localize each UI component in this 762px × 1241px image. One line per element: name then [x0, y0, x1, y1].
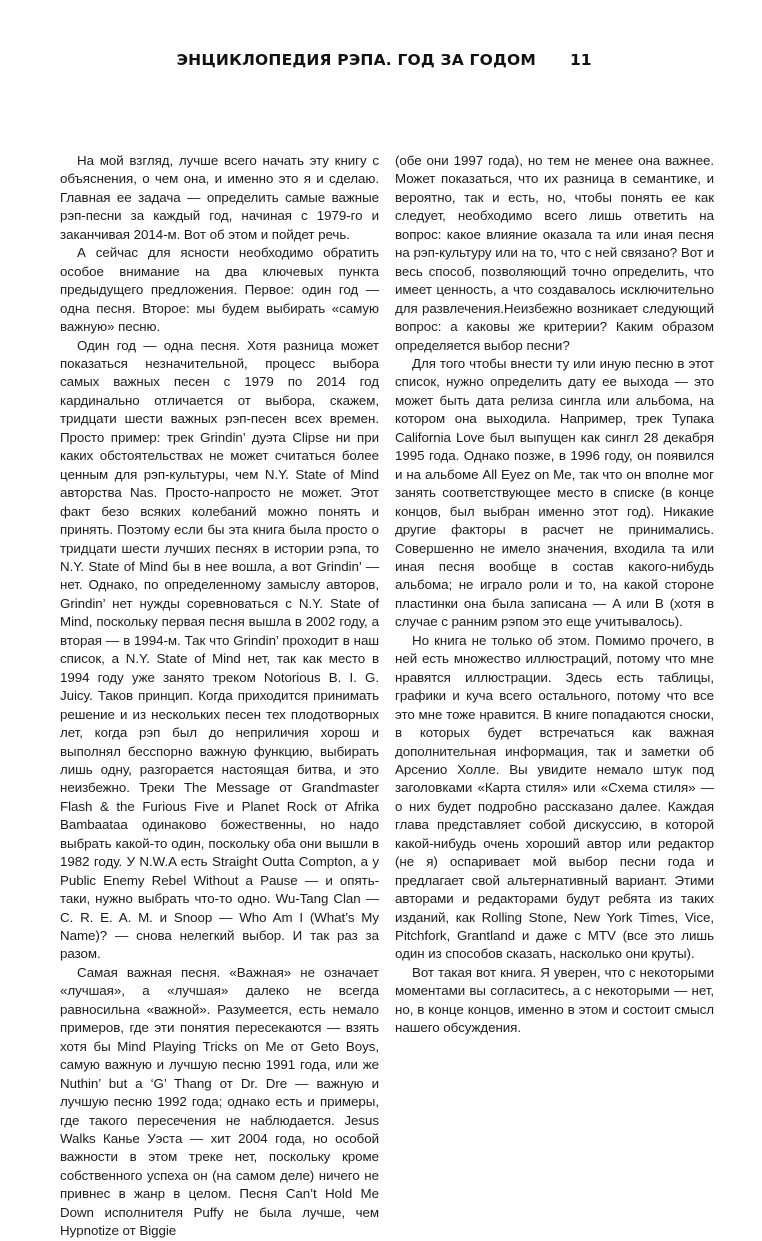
paragraph: А сейчас для ясности необходимо обратить особое внимание на два ключевых пункта предыдущего предложения. Первое: один год — одна песня. Второе: мы будем выбирать «самую важную» песню.	[60, 245, 379, 335]
paragraph: На мой взгляд, лучше всего начать эту книгу с объяснения, о чем она, и именно это я и сделаю. Главная ее задача — определить самые важные рэп-песни за каждый год, начиная с 1979-го и заканчивая 2014-м. Вот об этом и пойдет речь.	[60, 153, 379, 242]
left-column	[60, 152, 379, 1241]
paragraph: (обе они 1997 года), но тем не менее она важнее. Может показаться, что их разница в семантике, и вероятно, так и есть, но, чтобы понять ее как следует, необходимо всего лишь ответить на вопрос: какое влияние оказала та или иная песня на рэп-культуру или на то, что с ней связано? Вот и весь способ, позволяющий точно определить, что имеет ценность, а что создавалось исключительно для развлечения.Неизбежно возникает следующий вопрос: а каковы же критерии? Каким образом определяется выбор песни?	[395, 153, 714, 353]
running-title: ЭНЦИКЛОПЕДИЯ РЭПА. ГОД ЗА ГОДОМ	[176, 51, 536, 69]
paragraph: Вот такая вот книга. Я уверен, что с некоторыми моментами вы согласитесь, а с некоторыми — нет, но, в конце концов, именно в этом и состоит смысл нашего обсуждения.	[395, 964, 714, 1036]
paragraph: Для того чтобы внести ту или иную песню в этот список, нужно определить дату ее выхода — это может быть дата релиза сингла или альбома, на котором она выходила. Например, трек Тупака California Love был выпущен как сингл 28 декабря 1995 года. Однако позже, в 1996 году, он появился и на альбоме All Eyez on Me, так что он вполне мог занять соответствующее место в списке (в конце концов, был выбран именно этот год). Никакие другие факторы в расчет не принимались. Совершенно не имело значения, входила та или иная песня вообще в состав какого-нибудь альбома; не играло роли и то, на какой стороне пластинки она была записана — A или B (хотя в случае с ранним рэпом это еще учитывалось).	[395, 355, 714, 630]
paragraph: Один год — одна песня. Хотя разница может показаться незначительной, процесс выбора самых важных песен с 1979 по 2014 год кардинально отличается от выбора, скажем, тридцати шести важных рэп-песен всех времен. Просто пример: трек Grindin’ дуэта Clipse ни при каких обстоятельствах не может считаться более ценным для рэп-культуры, чем N.Y. State of Mind авторства Nas. Просто-напросто не может. Этот факт безо всяких колебаний можно понять и принять. Поэтому если бы эта книга была просто о тридцати шести лучших песнях в истории рэпа, то N.Y. State of Mind бы в нее вошла, а вот Grindin’ — нет. Однако, по определенному замыслу авторов, Grindin’ нет нужды соревноваться с N.Y. State of Mind, поскольку первая песня вышла в 2002 году, а вторая — в 1994-м. Так что Grindin’ проходит в наш список, а N.Y. State of Mind нет, так как место в 1994 году уже занято треком Notorious B. I. G. Juicy. Таков принцип. Когда приходится принимать решение и из нескольких песен тех плодотворных лет, когда рэп был до неприличия хорош и выполнял бесспорно важную функцию, выбирать лишь одну, разгорается настоящая битва, и это неизбежно. Треки The Message от Grandmaster Flash & the Furious Five и Planet Rock от Afrika Bambaataa одинаково божественны, но надо выбрать какой-то один, поскольку оба они вышли в 1982 году. У N.W.A есть Straight Outta Compton, а у Public Enemy Rebel Without a Pause — и опять-таки, нужно выбрать что-то одно. Wu-Tang Clan — C. R. E. A. M. и Snoop — Who Am I (What’s My Name)? — снова нелегкий выбор. И так раз за разом.	[60, 337, 379, 962]
right-column	[395, 152, 714, 1038]
page-header	[0, 47, 762, 73]
paragraph: Самая важная песня. «Важная» не означает «лучшая», а «лучшая» далеко не всегда равносильна «важной». Разумеется, есть немало примеров, где эти понятия пересекаются — взять хотя бы Mind Playing Tricks on Me от Geto Boys, самую важную и лучшую песню 1991 года, или же Nuthin’ but a ‘G’ Thang от Dr. Dre — важную и лучшую песню 1992 года; однако есть и примеры, где такого пересечения не наблюдается. Jesus Walks Канье Уэста — хит 2004 года, но особой важности в этом треке нет, поскольку кроме собственного успеха он (на самом деле) ничего не привнес в жанр в целом. Песня Can’t Hold Me Down исполнителя Puffy не была лучше, чем Hypnotize от Biggie	[60, 964, 379, 1239]
paragraph: Но книга не только об этом. Помимо прочего, в ней есть множество иллюстраций, потому что мне нравятся иллюстрации. Здесь есть таблицы, графики и куча всего остального, потому что все это мне тоже нравится. В книге попадаются сноски, в которых будет встречаться как важная дополнительная информация, так и заметки об Арсенио Холле. Вы увидите немало штук под заголовками «Карта стиля» или «Схема стиля» — о них будет подробно рассказано далее. Каждая глава представляет собой дискуссию, в которой какой-нибудь очень хороший автор или редактор (не я) оспаривает мой выбор песни года и предлагает свой альтернативный вариант. Этими авторами и редакторами будут ребята из таких изданий, как Rolling Stone, New York Times, Vice, Pitchfork, Grantland и даже с MTV (все это лишь один из способов сказать, насколько они круты).	[395, 632, 714, 962]
page-number: 11	[570, 51, 592, 69]
